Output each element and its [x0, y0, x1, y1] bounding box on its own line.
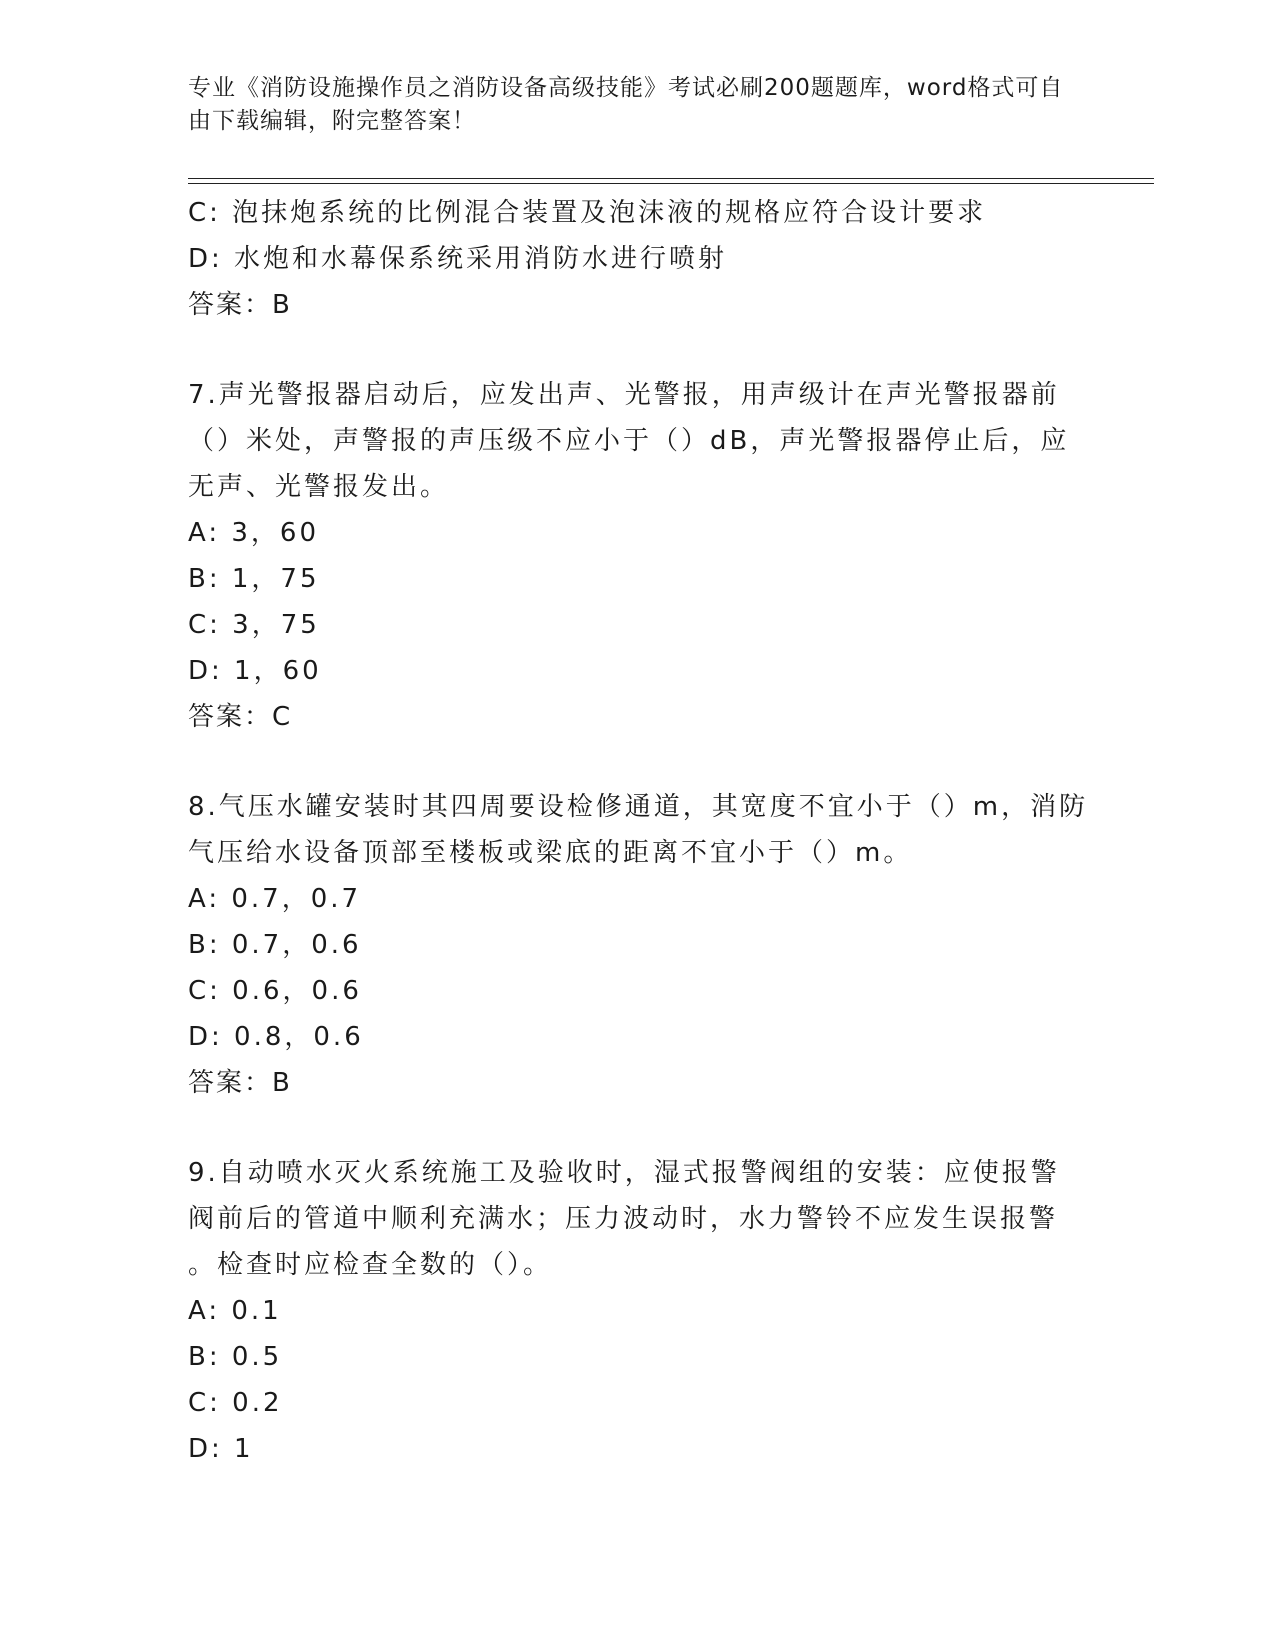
question-7 [188, 372, 1078, 740]
option-a: A: 0.7，0.7 [188, 884, 362, 914]
option-b: B: 1，75 [188, 564, 320, 594]
header-divider-top [188, 178, 1154, 179]
spacer [188, 740, 1078, 784]
question-9 [188, 1150, 1078, 1472]
option-b: B: 0.7，0.6 [188, 930, 362, 960]
header-divider-bottom [188, 183, 1154, 184]
option-b: B: 0.5 [188, 1342, 283, 1372]
question-text-line: 阀前后的管道中顺利充满水；压力波动时，水力警铃不应发生误报警 [188, 1204, 1059, 1234]
option-c: C: 3，75 [188, 610, 320, 640]
document-header [188, 72, 1068, 138]
header-title: 专业《消防设施操作员之消防设备高级技能》考试必刷200题题库，word格式可自由下载编辑，附完整答案！ [188, 75, 1064, 134]
option-c: C: 0.6，0.6 [188, 976, 362, 1006]
option-a: A: 3，60 [188, 518, 319, 548]
spacer [188, 1106, 1078, 1150]
question-text-line: 7.声光警报器启动后，应发出声、光警报，用声级计在声光警报器前 [188, 380, 1060, 410]
question-text-line: 。检查时应检查全数的（）。 [188, 1250, 553, 1280]
option-d: D: 1 [188, 1434, 254, 1464]
option-c: C: 泡抹炮系统的比例混合装置及泡沫液的规格应符合设计要求 [188, 198, 987, 228]
option-d: D: 水炮和水幕保系统采用消防水进行喷射 [188, 244, 728, 274]
option-d: D: 0.8，0.6 [188, 1022, 364, 1052]
question-text-line: 气压给水设备顶部至楼板或梁底的距离不宜小于（）m。 [188, 838, 913, 868]
spacer [188, 328, 1078, 372]
question-6-tail [188, 190, 1078, 328]
answer: 答案：C [188, 702, 293, 732]
question-text-line: 无声、光警报发出。 [188, 472, 450, 502]
question-8 [188, 784, 1089, 1106]
option-c: C: 0.2 [188, 1388, 283, 1418]
answer: 答案：B [188, 1068, 292, 1098]
document-body [188, 190, 1089, 1472]
option-d: D: 1，60 [188, 656, 322, 686]
option-a: A: 0.1 [188, 1296, 282, 1326]
question-text-line: 9.自动喷水灭火系统施工及验收时，湿式报警阀组的安装：应使报警 [188, 1158, 1060, 1188]
answer: 答案：B [188, 290, 292, 320]
question-text-line: 8.气压水罐安装时其四周要设检修通道，其宽度不宜小于（）m，消防 [188, 792, 1089, 822]
question-text-line: （）米处，声警报的声压级不应小于（）dB，声光警报器停止后，应 [188, 426, 1070, 456]
